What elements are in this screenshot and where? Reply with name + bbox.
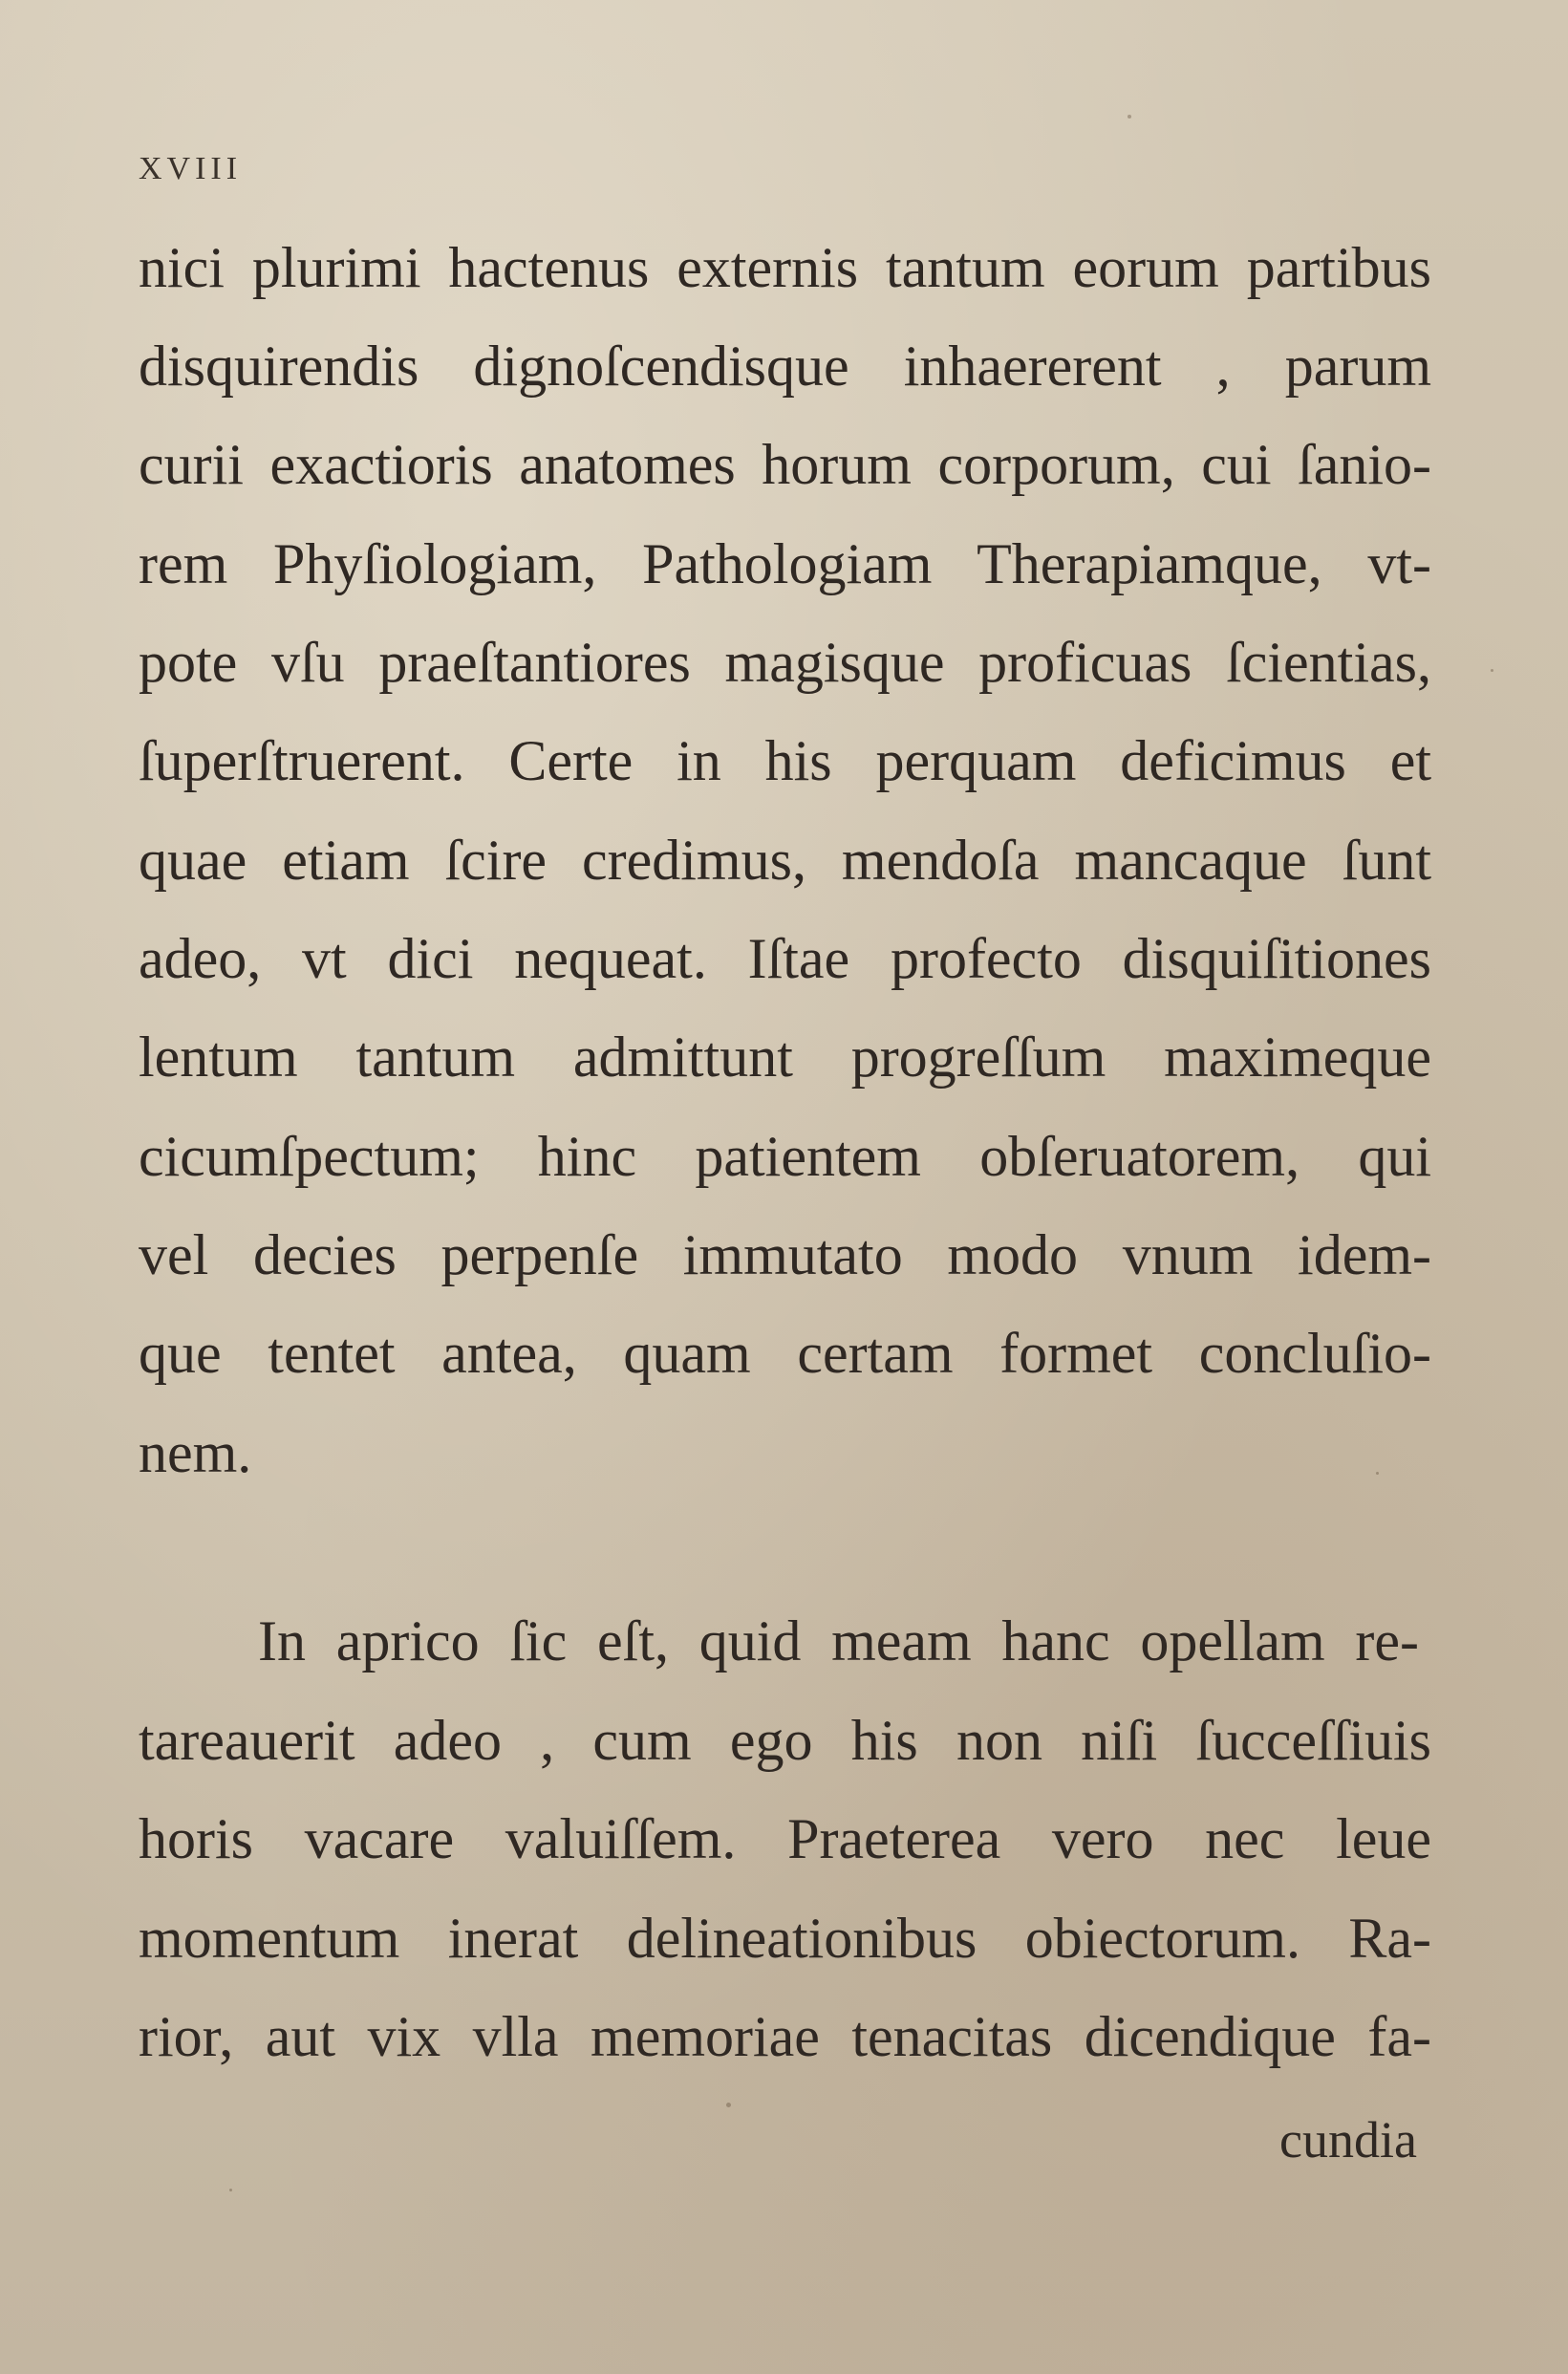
paper-speck [1376, 1472, 1379, 1475]
text-line: tareauerit adeo , cum ego his non niſi ſucceſſiuis [139, 1709, 1431, 1772]
text-line: ſuperſtruerent. Certe in his perquam deficimus et [139, 729, 1431, 792]
text-line: horis vacare valuiſſem. Praeterea vero nec leue [139, 1807, 1431, 1870]
paper-speck [229, 2189, 232, 2191]
text-line: pote vſu praeſtantiores magisque proficuas ſcientias, [139, 631, 1431, 694]
page-folio: XVIII [139, 151, 243, 186]
paper-speck [1491, 669, 1493, 672]
text-line: vel decies perpenſe immutato modo vnum idem- [139, 1223, 1431, 1286]
text-line: momentum inerat delineationibus obiectorum. Ra- [139, 1907, 1431, 1970]
catchword: cundia [1279, 2111, 1417, 2169]
text-line: rior, aut vix vlla memoriae tenacitas dicendique fa- [139, 2005, 1431, 2068]
text-line: que tentet antea, quam certam formet concluſio- [139, 1322, 1431, 1385]
text-line: nem. [139, 1421, 252, 1484]
text-line: rem Phyſiologiam, Pathologiam Therapiamque, vt- [139, 532, 1431, 595]
text-line: disquirendis dignoſcendisque inhaererent , parum [139, 335, 1431, 398]
text-line: quae etiam ſcire credimus, mendoſa mancaque ſunt [139, 829, 1431, 892]
text-line: cicumſpectum; hinc patientem obſeruatorem, qui [139, 1125, 1431, 1188]
paper-speck [726, 2103, 731, 2107]
text-line: adeo, vt dici nequeat. Iſtae profecto disquiſitiones [139, 927, 1431, 990]
paper-speck [1128, 115, 1131, 119]
text-line: In aprico ſic eſt, quid meam hanc opellam re- [258, 1609, 1419, 1673]
text-line: curii exactioris anatomes horum corporum, cui ſanio- [139, 433, 1431, 496]
text-line: lentum tantum admittunt progreſſum maximeque [139, 1025, 1431, 1089]
text-line: nici plurimi hactenus externis tantum eorum partibus [139, 236, 1431, 299]
